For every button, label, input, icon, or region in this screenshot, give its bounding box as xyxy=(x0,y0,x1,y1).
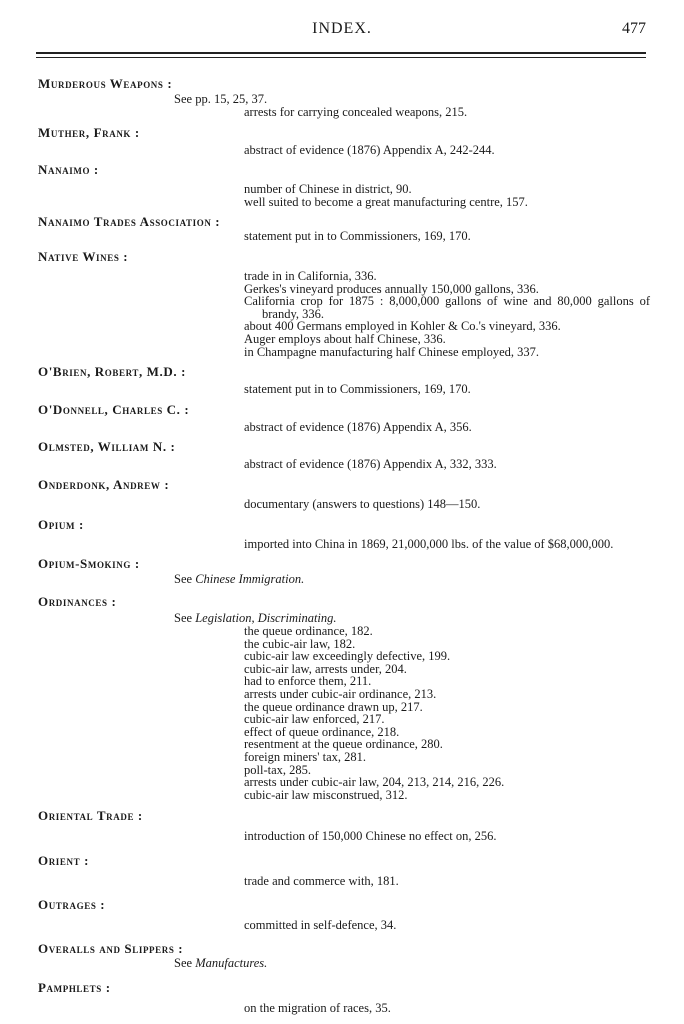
entry-heading: Orient : xyxy=(38,853,89,868)
page-title: INDEX. xyxy=(312,20,372,37)
entry-heading: Murderous Weapons : xyxy=(38,76,173,91)
sub-entry: about 400 Germans employed in Kohler & Co.'s vineyard, 336. xyxy=(244,319,561,334)
sub-entry: the cubic-air law, 182. xyxy=(244,636,356,651)
index-entry xyxy=(0,214,684,243)
sub-entry: effect of queue ordinance, 218. xyxy=(244,724,400,739)
index-entry xyxy=(0,980,684,1015)
entry-heading: Muther, Frank : xyxy=(38,124,140,140)
sub-entry: arrests under cubic-air ordinance, 213. xyxy=(244,687,437,702)
sub-entry: arrests for carrying concealed weapons, 215. xyxy=(244,105,468,119)
sub-entry: Auger employs about half Chinese, 336. xyxy=(244,331,446,346)
header-rule-thick xyxy=(36,52,646,54)
see-target: Chinese Immigration. xyxy=(195,572,305,587)
sub-entry: imported into China in 1869, 21,000,000 lbs. of the value of $68,000,000. xyxy=(244,536,614,551)
index-entries xyxy=(0,76,684,1015)
see-target: Manufactures. xyxy=(195,956,268,971)
entry-heading: Nanaimo Trades Association : xyxy=(38,214,221,230)
entry-heading: Pamphlets : xyxy=(38,980,111,996)
sub-entry: statement put in to Commissioners, 169, 170. xyxy=(244,229,471,244)
sub-entry: introduction of 150,000 Chinese no effect on, 256. xyxy=(244,829,497,844)
entry-heading: Overalls and Slippers : xyxy=(38,941,184,957)
sub-entry: foreign miners' tax, 281. xyxy=(244,750,367,765)
sub-entry: abstract of evidence (1876) Appendix A, 242-244. xyxy=(244,142,495,157)
index-entry xyxy=(0,402,684,434)
entry-heading: O'Brien, Robert, M.D. : xyxy=(38,364,187,380)
index-entry xyxy=(0,477,684,511)
index-entry xyxy=(0,897,684,932)
entry-heading: Onderdonk, Andrew : xyxy=(38,476,170,492)
entry-heading: Ordinances : xyxy=(38,594,117,610)
page-header xyxy=(0,20,684,44)
index-entry xyxy=(0,162,684,208)
entry-heading: Opium : xyxy=(38,516,84,532)
sub-entry: abstract of evidence (1876) Appendix A, 356. xyxy=(244,419,472,434)
sub-entry: arrests under cubic-air law, 204, 213, 214, 216, 226. xyxy=(244,775,505,790)
see-label: See xyxy=(174,92,193,106)
see-target: pp. 15, 25, 37. xyxy=(195,92,268,106)
entry-heading: Olmsted, William N. : xyxy=(38,439,176,455)
sub-entry: poll-tax, 285. xyxy=(244,762,312,777)
see-reference xyxy=(174,573,684,586)
index-entry xyxy=(0,76,684,119)
sub-entry: cubic-air law enforced, 217. xyxy=(244,712,385,727)
sub-entry: statement put in to Commissioners, 169, 170. xyxy=(244,382,471,397)
sub-entry: California crop for 1875 : 8,000,000 gallons of wine and 80,000 gallons of brandy, 336. xyxy=(244,294,650,321)
header-rule-thin xyxy=(36,57,646,58)
index-entry xyxy=(0,125,684,157)
sub-entry: number of Chinese in district, 90. xyxy=(244,182,412,197)
entry-heading: Oriental Trade : xyxy=(38,808,143,824)
see-target: Legislation, Discriminating. xyxy=(195,611,337,626)
sub-entry: abstract of evidence (1876) Appendix A, 332, 333. xyxy=(244,457,497,472)
entry-heading: O'Donnell, Charles C. : xyxy=(38,401,190,417)
see-label: See xyxy=(174,572,193,587)
sub-entry: on the migration of races, 35. xyxy=(244,1001,391,1016)
sub-entry: had to enforce them, 211. xyxy=(244,674,372,689)
see-label: See xyxy=(174,611,193,626)
index-entry xyxy=(0,439,684,471)
sub-entry: in Champagne manufacturing half Chinese employed, 337. xyxy=(244,344,540,359)
index-entry xyxy=(0,556,684,586)
see-label: See xyxy=(174,956,193,971)
entry-heading: Outrages : xyxy=(38,896,106,912)
sub-entry: the queue ordinance drawn up, 217. xyxy=(244,699,423,714)
sub-entry: cubic-air law misconstrued, 312. xyxy=(244,787,408,802)
sub-entry: cubic-air law exceedingly defective, 199. xyxy=(244,649,451,664)
index-entry xyxy=(0,517,684,551)
index-entry xyxy=(0,364,684,396)
index-entry xyxy=(0,808,684,843)
sub-entry: trade and commerce with, 181. xyxy=(244,874,399,888)
index-entry xyxy=(0,853,684,888)
sub-entry: trade in in California, 336. xyxy=(244,268,377,283)
sub-entry: committed in self-defence, 34. xyxy=(244,917,397,932)
sub-entry: well suited to become a great manufacturing centre, 157. xyxy=(244,194,528,209)
sub-entry: cubic-air law, arrests under, 204. xyxy=(244,661,407,676)
index-entry xyxy=(0,594,684,801)
see-reference xyxy=(174,957,684,970)
index-entry xyxy=(0,941,684,970)
entry-heading: Opium-Smoking : xyxy=(38,556,140,572)
sub-entry: resentment at the queue ordinance, 280. xyxy=(244,737,443,752)
sub-entry: the queue ordinance, 182. xyxy=(244,624,373,639)
page-number: 477 xyxy=(622,20,646,37)
entry-heading: Native Wines : xyxy=(38,248,129,264)
entry-heading: Nanaimo : xyxy=(38,162,99,178)
sub-entry: Gerkes's vineyard produces annually 150,000 gallons, 336. xyxy=(244,281,539,296)
index-entry xyxy=(0,249,684,358)
sub-entry: documentary (answers to questions) 148—150. xyxy=(244,496,481,511)
